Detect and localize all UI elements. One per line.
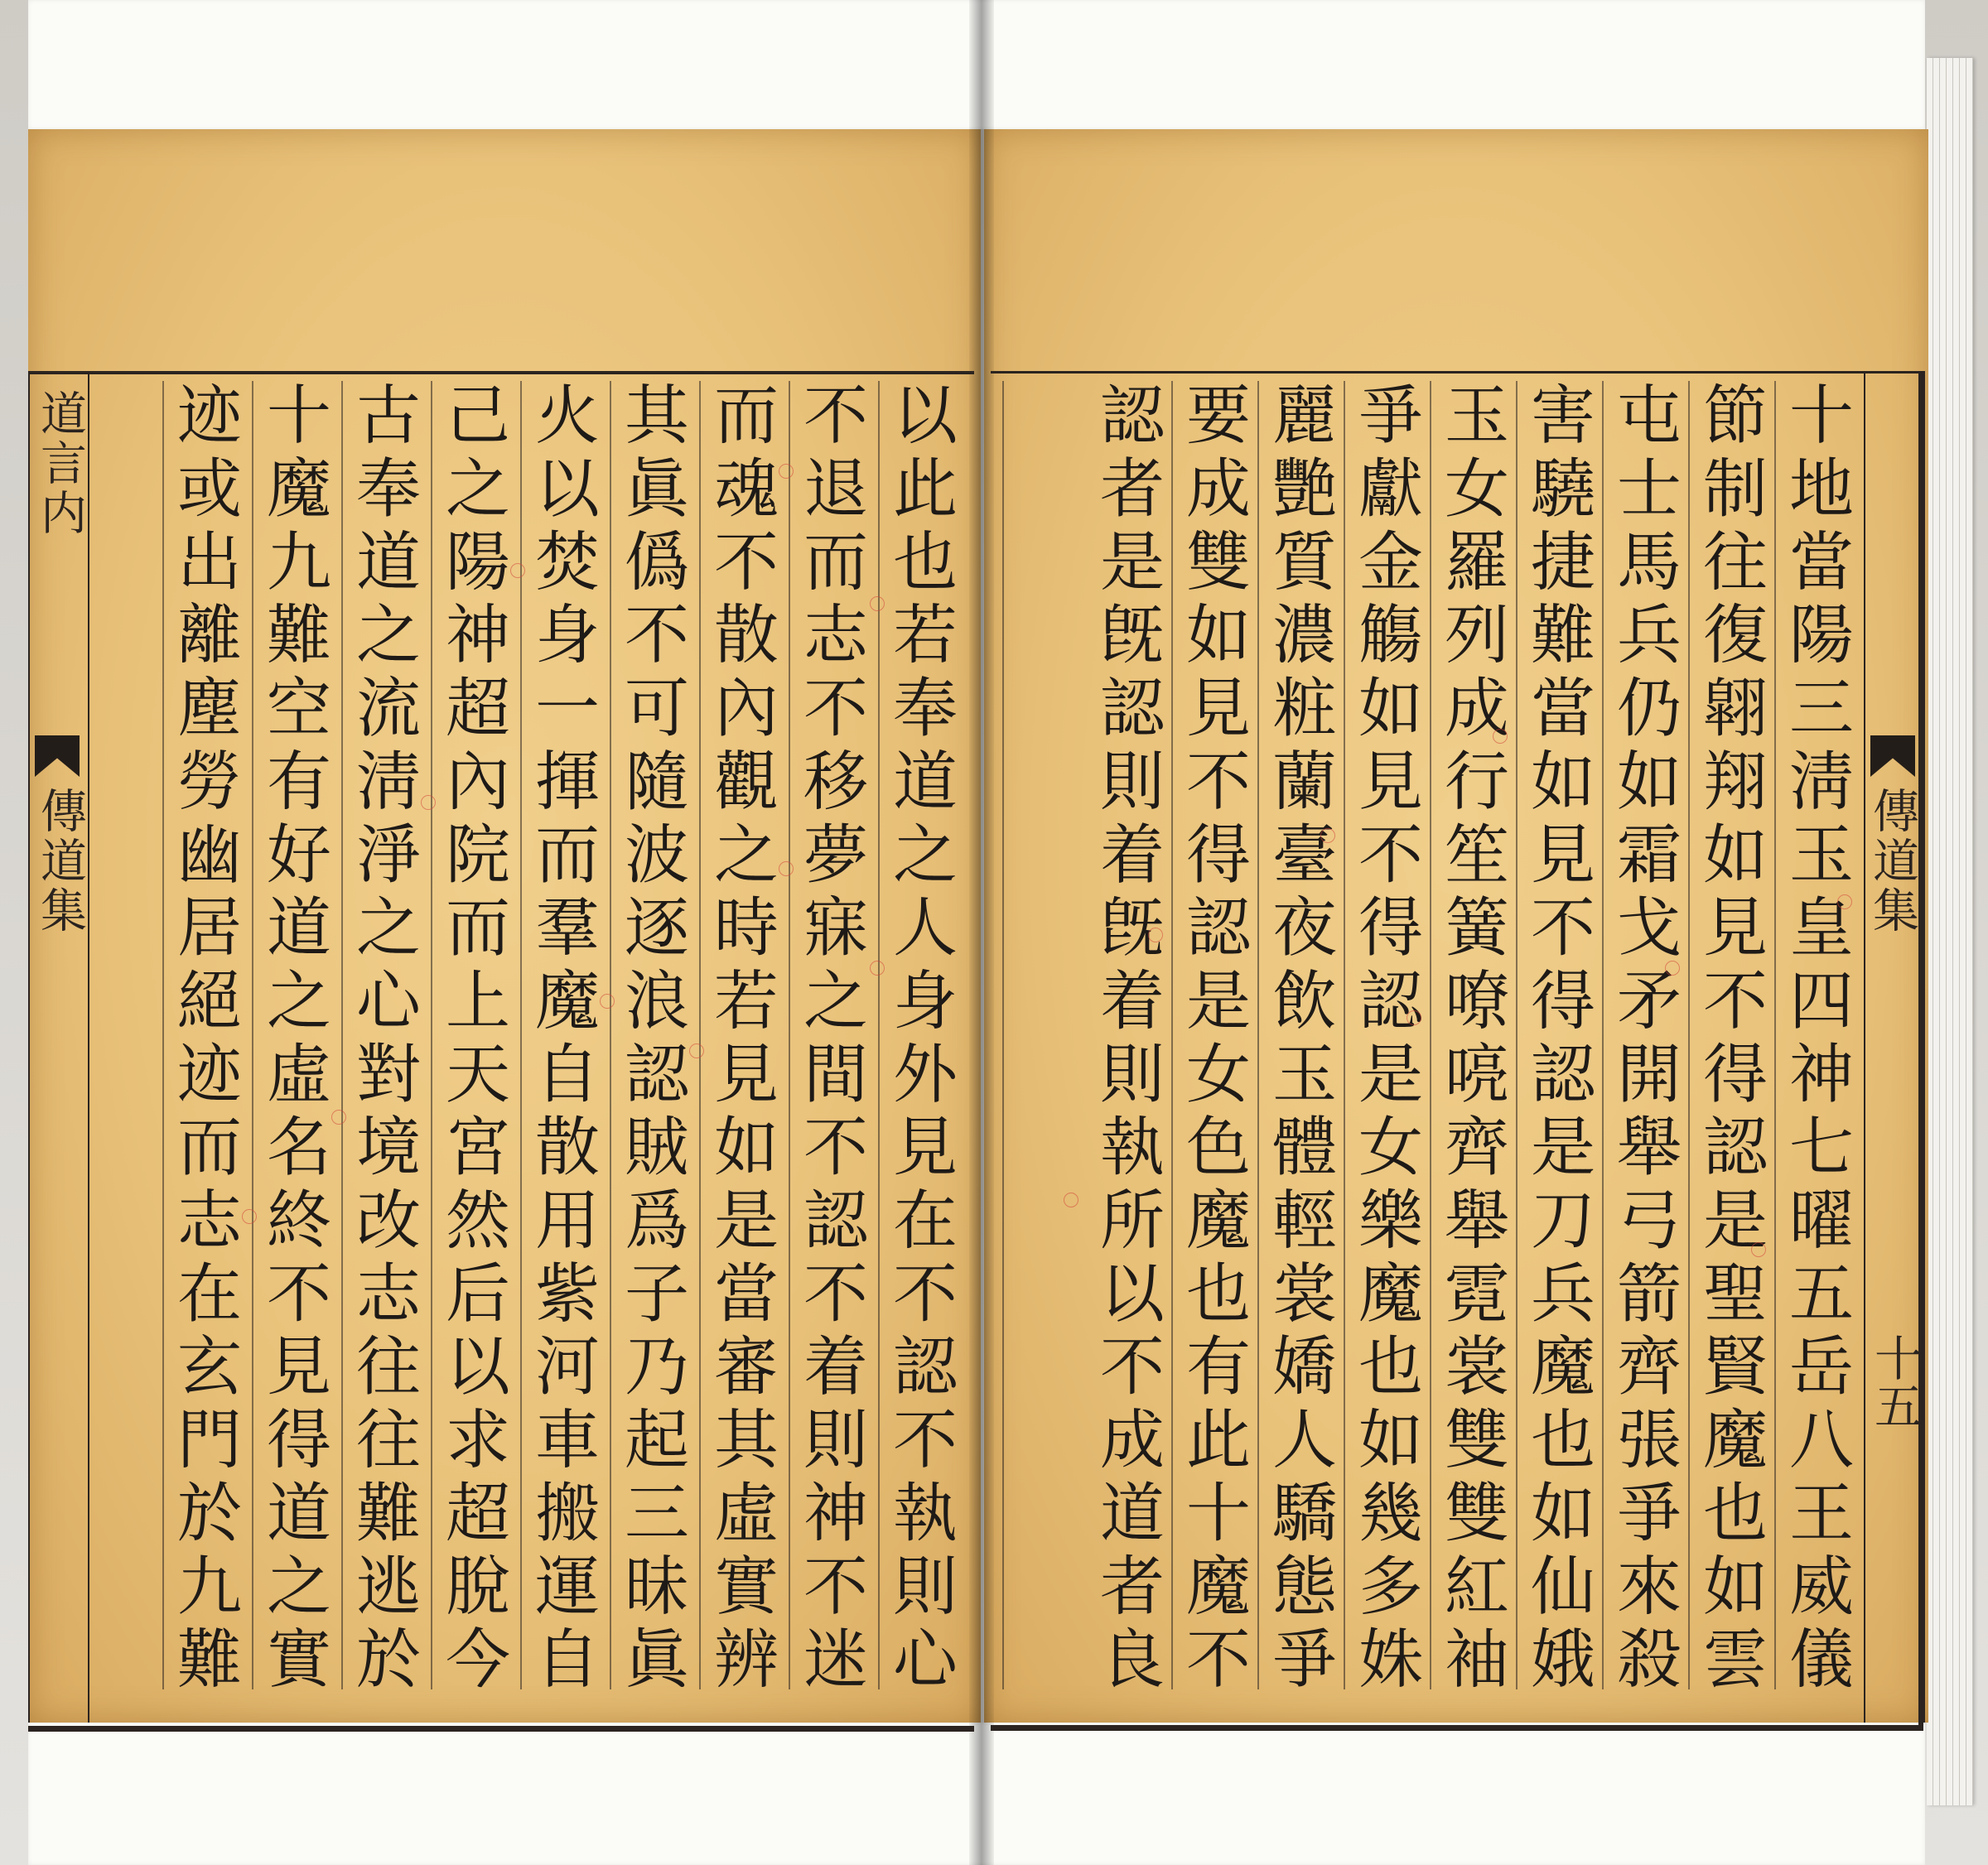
punctuation-mark <box>689 1043 704 1058</box>
punctuation-mark <box>1320 828 1335 843</box>
column-text: 以此也若奉道之人身外見在不認不執則心 <box>882 381 957 1689</box>
left-text-column <box>699 381 780 1689</box>
column-text: 節制往復翶翔如見不得認是聖賢魔也如雲 <box>1692 381 1767 1689</box>
right-text-column <box>1774 381 1855 1689</box>
column-text: 十魔九難空有好道之虛名終不見得道之實 <box>256 381 331 1689</box>
punctuation-mark <box>510 563 525 578</box>
column-text: 認者是旣認則着旣着則執所以不成道者良 <box>1089 381 1164 1689</box>
right-text-column <box>1516 381 1597 1689</box>
page-edges <box>1927 58 1973 1805</box>
punctuation-mark <box>870 961 885 976</box>
column-text: 要成雙如見不得認是女色魔也有此十魔不 <box>1175 381 1250 1689</box>
column-text: 害驍捷難當如見不得認是刀兵魔也如仙娥 <box>1520 381 1595 1689</box>
right-text-column <box>1171 381 1252 1689</box>
column-text: 迹或出離塵勞幽居絕迹而志在玄門於九難 <box>166 381 241 1689</box>
punctuation-mark <box>1751 1242 1766 1257</box>
punctuation-mark <box>1064 1193 1078 1207</box>
right-text-column <box>1688 381 1769 1689</box>
punctuation-mark <box>242 1209 257 1224</box>
punctuation-mark <box>1493 729 1508 744</box>
left-text-column <box>252 381 333 1689</box>
left-text-column <box>341 381 422 1689</box>
right-text-column <box>1344 381 1425 1689</box>
right-text-column <box>1430 381 1511 1689</box>
column-text: 不退而志不移夢寐之間不認不着則神不迷 <box>793 381 867 1689</box>
punctuation-mark <box>331 1110 346 1125</box>
right-folio-number: 十五 <box>1866 1333 1923 1429</box>
punctuation-mark <box>870 596 885 611</box>
right-page-center-column <box>1864 371 1925 1723</box>
left-text-column <box>162 381 244 1689</box>
right-banner-label: 傳道集 <box>1865 787 1919 936</box>
column-text: 麗艷質濃粧蘭臺夜飲玉體輕裳嬌人驕態爭 <box>1262 381 1336 1689</box>
left-text-column <box>878 381 959 1689</box>
column-text: 而魂不散內觀之時若見如是當審其虛實辨 <box>703 381 778 1689</box>
right-text-column <box>1257 381 1339 1689</box>
punctuation-mark <box>779 464 794 479</box>
column-text: 爭獻金觴如見不得認是女樂魔也如幾多姝 <box>1348 381 1422 1689</box>
punctuation-mark <box>1148 928 1163 942</box>
punctuation-mark <box>779 861 794 876</box>
column-text: 火以焚身一揮而羣魔自散用紫河車搬運自 <box>524 381 599 1689</box>
punctuation-mark <box>1837 894 1852 909</box>
left-title-fragment: 道言内 <box>33 389 87 538</box>
column-text: 屯士馬兵仍如霜戈矛開舉弓箭齊張爭來殺 <box>1606 381 1681 1689</box>
right-text-column <box>1002 381 1166 1689</box>
column-text: 其眞僞不可隨波逐浪認賊爲子乃起三昧眞 <box>614 381 688 1689</box>
left-page-center-column <box>28 371 89 1723</box>
column-text: 古奉道之流淸淨之心對境改志往往難逃於 <box>345 381 420 1689</box>
column-text: 己之陽神超內院而上天宮然后以求超脫今 <box>435 381 509 1689</box>
punctuation-mark <box>1407 1010 1421 1025</box>
punctuation-mark <box>1665 961 1680 976</box>
left-banner-label: 傳道集 <box>33 787 87 936</box>
column-text: 玉女羅列成行笙簧嘹喨齊舉霓裳雙雙紅袖 <box>1434 381 1508 1689</box>
left-text-column <box>431 381 512 1689</box>
left-text-column <box>610 381 691 1689</box>
left-text-column <box>520 381 601 1689</box>
punctuation-mark <box>421 795 436 810</box>
column-text: 十地當陽三淸玉皇四神七曜五岳八王威儀 <box>1778 381 1853 1689</box>
right-text-column <box>1602 381 1683 1689</box>
punctuation-mark <box>600 994 615 1009</box>
left-text-column <box>789 381 870 1689</box>
